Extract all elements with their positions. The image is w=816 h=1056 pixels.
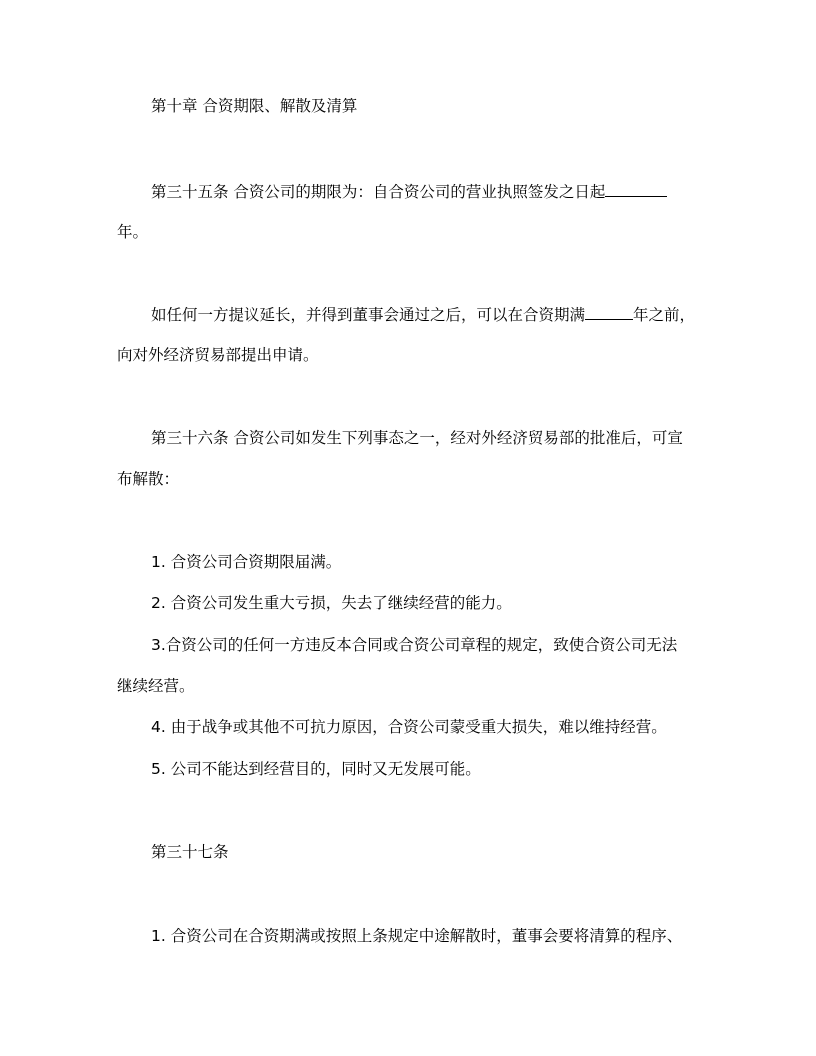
list-item-continuation: 继续经营。 <box>117 677 195 695</box>
article-37-item-1: 1. 合资公司在合资期满或按照上条规定中途解散时，董事会要将清算的程序、 <box>151 927 683 945</box>
list-item: 5. 公司不能达到经营目的，同时又无发展可能。 <box>151 760 481 778</box>
article-35-text: 第三十五条 合资公司的期限为：自合资公司的营业执照签发之日起 <box>151 183 606 201</box>
chapter-title: 第十章 合资期限、解散及清算 <box>151 97 358 115</box>
extension-line-2: 向对外经济贸易部提出申请。 <box>117 346 319 364</box>
list-item: 3.合资公司的任何一方违反本合同或合资公司章程的规定，致使合资公司无法 <box>151 636 678 654</box>
extension-years-blank <box>585 304 633 320</box>
list-item: 1. 合资公司合资期限届满。 <box>151 553 342 571</box>
article-36-line-1: 第三十六条 合资公司如发生下列事态之一，经对外经济贸易部的批准后，可宣 <box>151 429 683 447</box>
article-35-line-2: 年。 <box>117 223 149 241</box>
extension-line-1 <box>151 304 695 325</box>
article-37-heading: 第三十七条 <box>151 843 229 861</box>
years-blank <box>605 181 667 197</box>
article-35-line-1 <box>151 181 667 202</box>
extension-text-a: 如任何一方提议延长，并得到董事会通过之后，可以在合资期满 <box>151 306 586 324</box>
list-item: 2. 合资公司发生重大亏损，失去了继续经营的能力。 <box>151 594 512 612</box>
list-item: 4. 由于战争或其他不可抗力原因，合资公司蒙受重大损失，难以维持经营。 <box>151 718 667 736</box>
article-36-line-2: 布解散： <box>117 470 180 488</box>
extension-text-b: 年之前， <box>633 306 696 324</box>
